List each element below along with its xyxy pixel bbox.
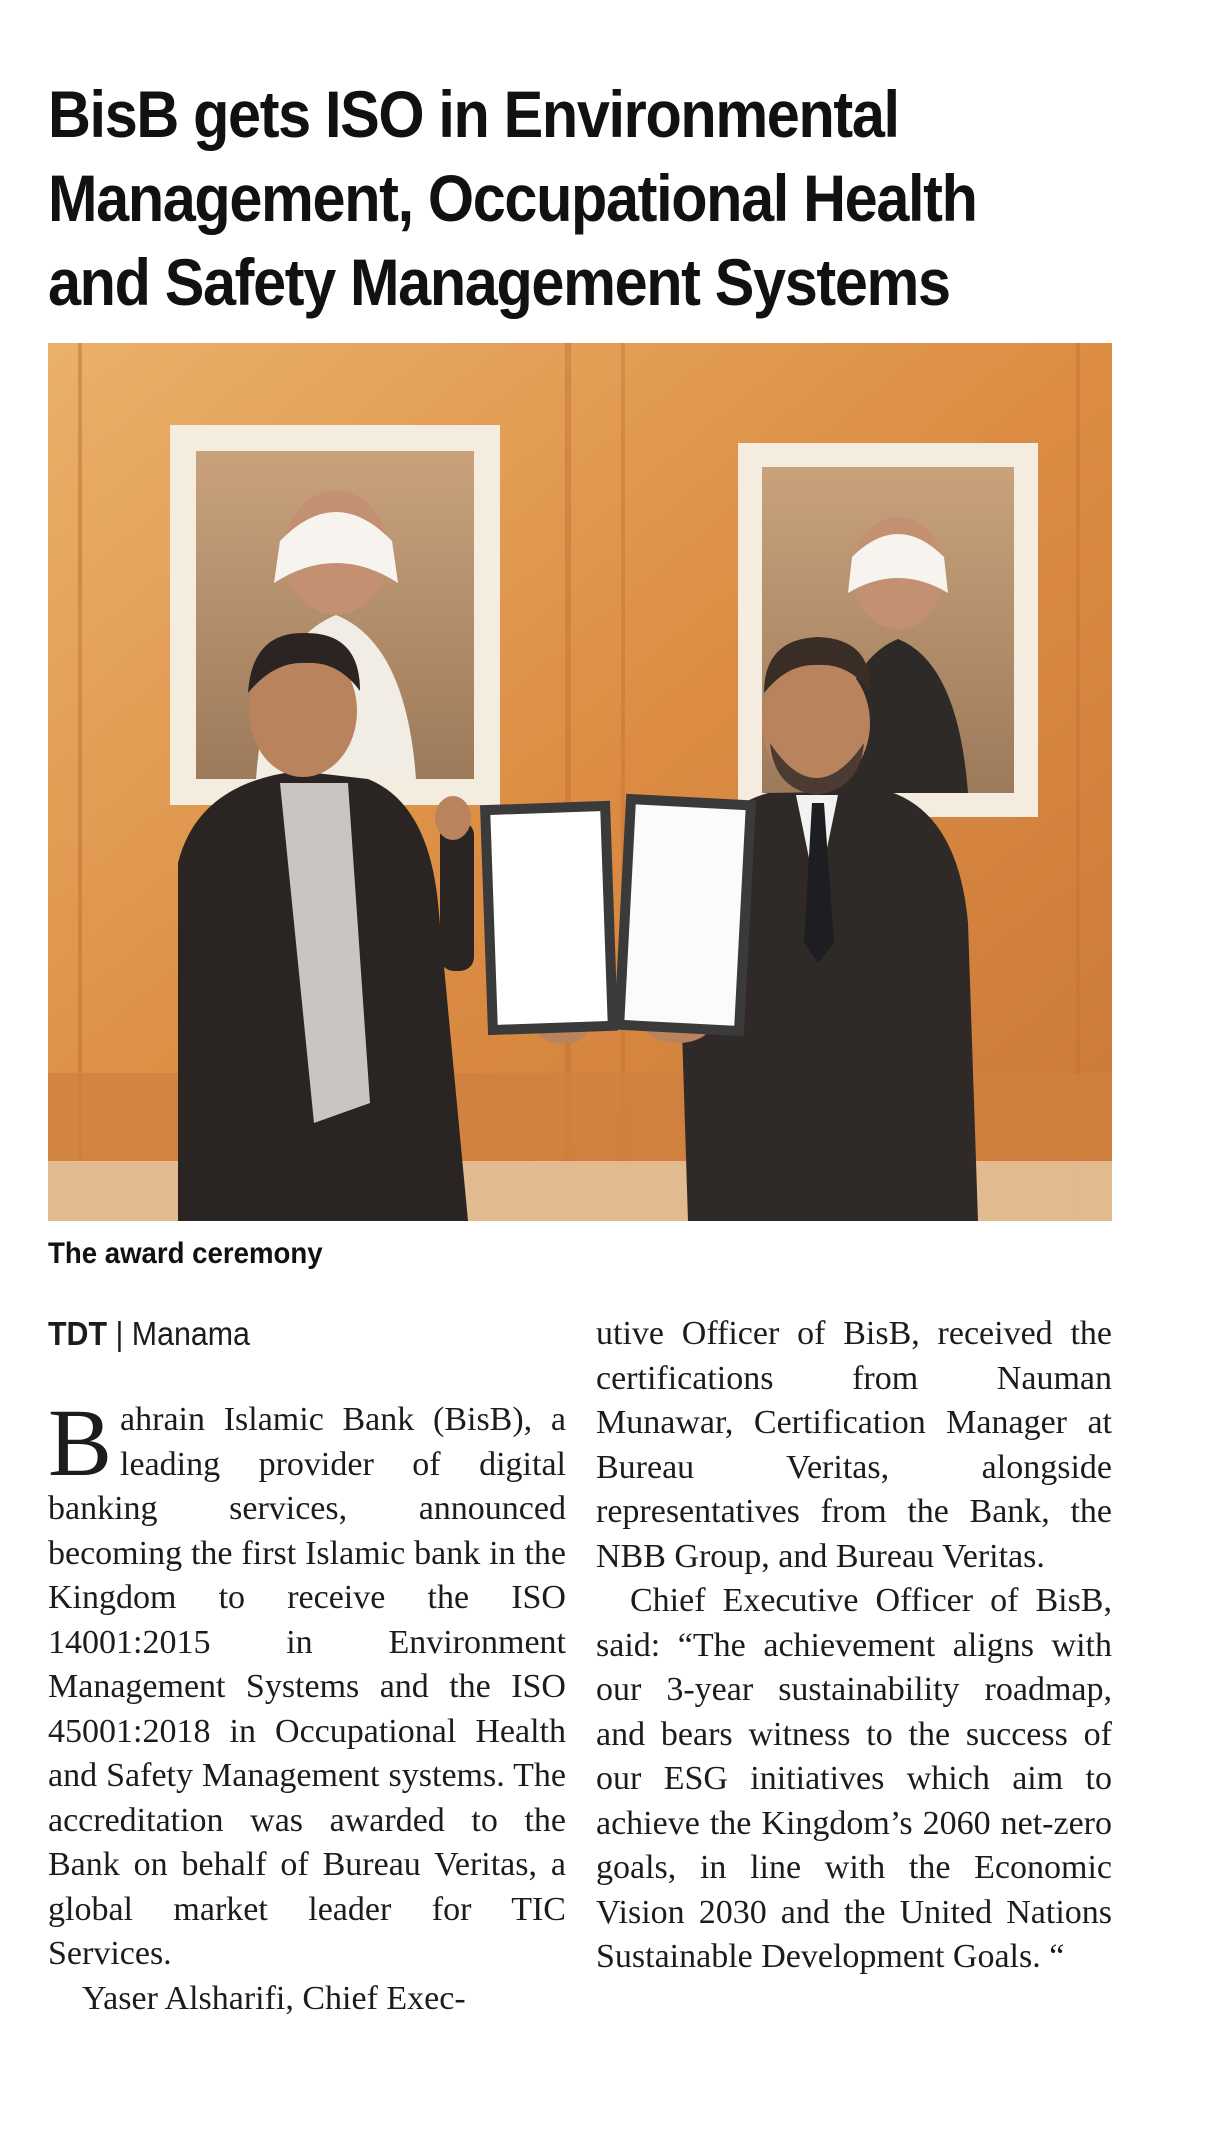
photo-illustration (48, 343, 1112, 1221)
paragraph-2-start: Yaser Alsharifi, Chief Exec- (82, 1979, 466, 2017)
paragraph-3: Chief Executive Officer of BisB, said: “The achievement aligns with our 3-year sustainability roadmap, and bears witness to the success of our ESG initiatives which aim to achieve the Kingdom’s 2060 net-zero goals, in line with the Economic Vision 2030 and the United Nations Sustainable Development Goals. “ (596, 1582, 1112, 1975)
article-column-right (596, 1312, 1112, 1980)
dateline-location: Manama (131, 1315, 250, 1352)
paragraph-1 (48, 1389, 566, 1977)
drop-cap: B (48, 1389, 113, 1496)
headline: BisB gets ISO in Environmental Management, Occupational Health and Safety Management Systems (48, 77, 977, 319)
certificate-left (480, 801, 618, 1035)
award-ceremony-photo (48, 343, 1112, 1221)
paragraph-1-text: ahrain Islamic Bank (BisB), a leading provider of digital banking services, announced becoming the first Islamic bank in the Kingdom to receive the ISO 14001:2015 in Environment Management Systems and the ISO 45001:2018 in Occupational Health and Safety Management systems. The accreditation was awarded to the Bank on behalf of Bureau Veritas, a global market leader for TIC Services. (48, 1401, 566, 1972)
paragraph-2-continued: utive Officer of BisB, received the certifications from Nauman Munawar, Certification Manager at Bureau Veritas, alongside representatives from the Bank, the NBB Group, and Bureau Veritas. (596, 1315, 1112, 1575)
photo-caption: The award ceremony (48, 1237, 323, 1270)
dateline-separator: | (115, 1315, 124, 1352)
article-column-left (48, 1312, 566, 2021)
dateline (48, 1312, 525, 1356)
certificate-right (614, 794, 756, 1036)
dateline-source: TDT (48, 1315, 108, 1352)
